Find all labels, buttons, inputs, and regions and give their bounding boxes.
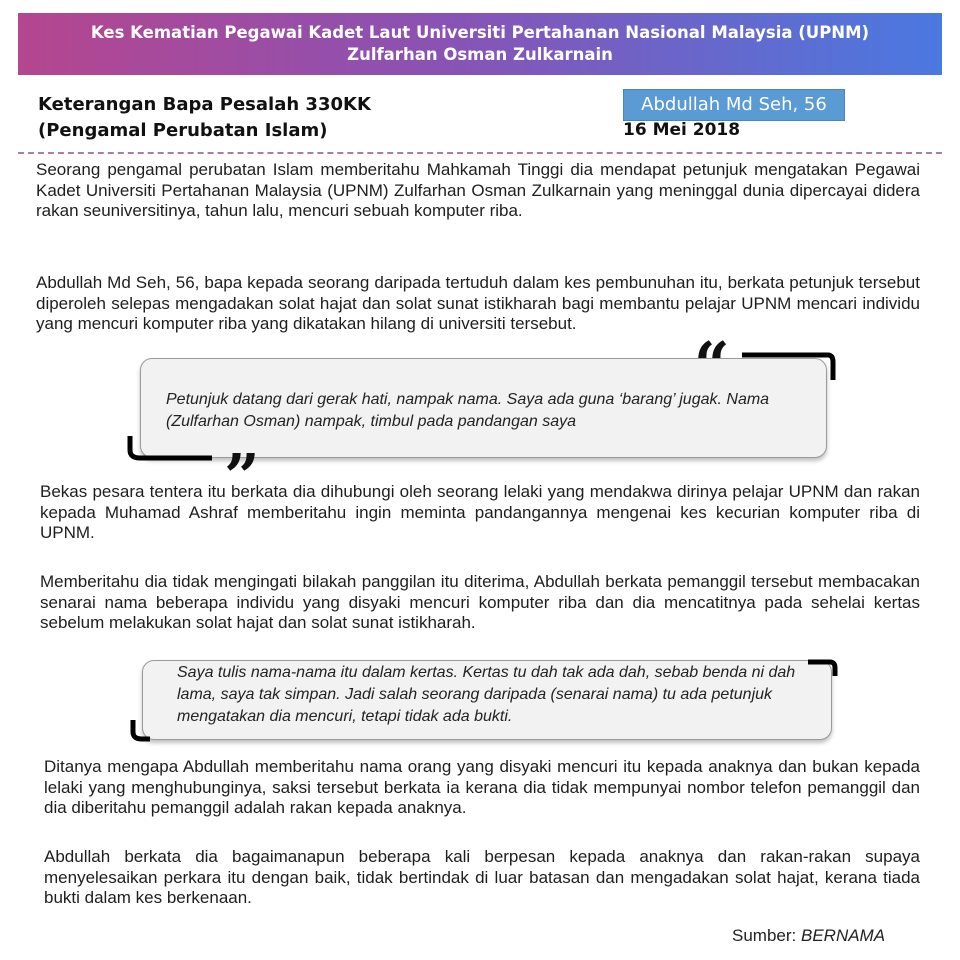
witness-name-badge: Abdullah Md Seh, 56 (623, 89, 845, 121)
witness-title: Keterangan Bapa Pesalah 330KK (38, 94, 371, 115)
testimony-date: 16 Mei 2018 (623, 120, 741, 140)
paragraph-5: Ditanya mengapa Abdullah memberitahu nama orang yang disyaki mencuri itu kepada anaknya dan bukan kepada lelaki yang menghubunginya, saksi tersebut berkata ia kerana dia tidak mempunyai nombor telefon pemanggil dan dia diberitahu pemanggil adalah rakan kepada anaknya. (44, 757, 920, 817)
close-quote-icon: ” (224, 440, 260, 513)
paragraph-3: Bekas pesara tentera itu berkata dia dihubungi oleh seorang lelaki yang mendakwa dirinya pelajar UPNM dan rakan kepada Muhamad Ashraf memberitahu ingin meminta pandangannya mengenai kes kecurian komputer riba di UPNM. (40, 482, 920, 542)
source-credit (732, 926, 885, 946)
source-name: BERNAMA (800, 926, 886, 945)
open-quote-icon: “ (694, 328, 730, 401)
banner-title-line2: Zulfarhan Osman Zulkarnain (347, 45, 613, 64)
quote-2-top-bracket (808, 662, 835, 676)
quote-text-1: Petunjuk datang dari gerak hati, nampak nama. Saya ada guna ‘barang’ jugak. Nama (Zulfarhan Osman) nampak, timbul pada pandangan saya (166, 391, 770, 430)
source-label: Sumber: (732, 926, 797, 945)
quote-2-bottom-bracket (133, 720, 150, 739)
paragraph-1: Seorang pengamal perubatan Islam memberitahu Mahkamah Tinggi dia mendapat petunjuk mengatakan Pegawai Kadet Universiti Pertahanan Malaysia (UPNM) Zulfarhan Osman Zulkarnain yang meninggal dunia dipercayai didera rakan seuniversitinya, tahun lalu, mencuri sebuah komputer riba. (36, 160, 920, 220)
banner-title-line1: Kes Kematian Pegawai Kadet Laut Universiti Pertahanan Nasional Malaysia (UPNM) (90, 23, 870, 42)
witness-role: (Pengamal Perubatan Islam) (38, 120, 328, 141)
paragraph-4: Memberitahu dia tidak mengingati bilakah panggilan itu diterima, Abdullah berkata pemanggil tersebut membacakan senarai nama beberapa individu yang disyaki mencuri komputer riba dan dia mencatitnya pada sehelai kertas sebelum melakukan solat hajat dan solat sunat istikharah. (40, 572, 920, 632)
paragraph-2: Abdullah Md Seh, 56, bapa kepada seorang daripada tertuduh dalam kes pembunuhan itu, berkata petunjuk tersebut diperoleh selepas mengadakan solat hajat dan solat sunat istikharah bagi membantu pelajar UPNM mencari individu yang mencuri komputer riba yang dikatakan hilang di universiti tersebut. (36, 273, 920, 333)
paragraph-6: Abdullah berkata dia bagaimanapun beberapa kali berpesan kepada anaknya dan rakan-rakan supaya menyelesaikan perkara itu dengan baik, tidak bertindak di luar batasan dan mengadakan solat hajat, kerana tiada bukti dalam kes berkenaan. (44, 847, 920, 907)
quote-text-2: Saya tulis nama-nama itu dalam kertas. Kertas tu dah tak ada dah, sebab benda ni dah lama, saya tak simpan. Jadi salah seorang daripada (senarai nama) tu ada petunjuk mengatakan dia mencuri, tetapi tidak ada bukti. (177, 664, 796, 725)
